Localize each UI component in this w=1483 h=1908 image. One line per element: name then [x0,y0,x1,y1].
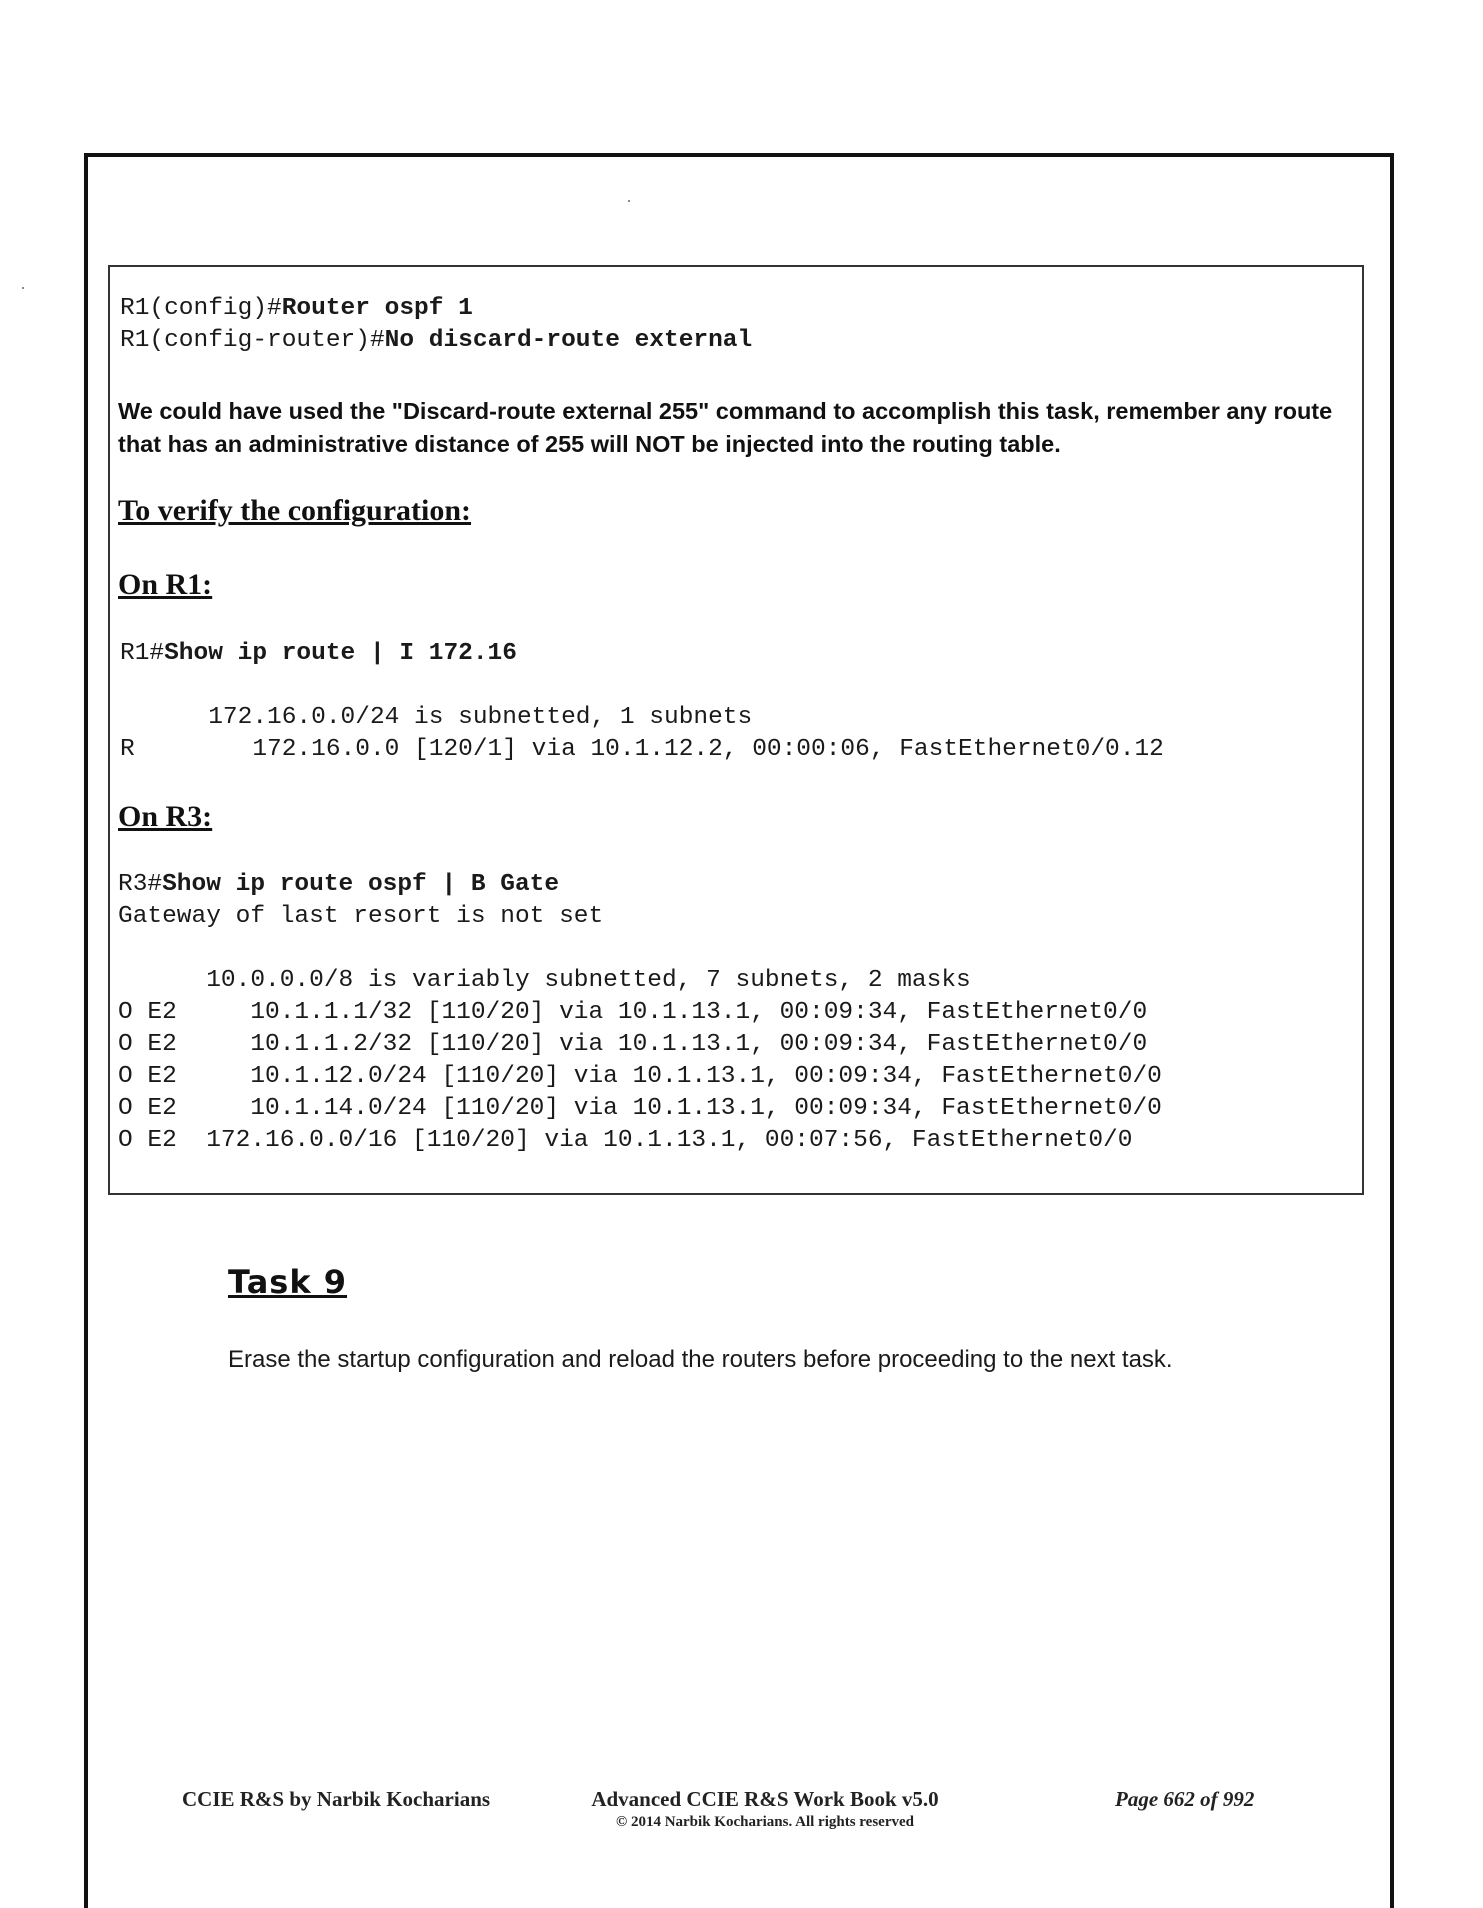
config-line-1-command: Router ospf 1 [281,295,473,322]
r1-output-line: R 172.16.0.0 [120/1] via 10.1.12.2, 00:00:06, FastEthernet0/0.12 [120,736,1164,763]
task-title: Task 9 [228,1263,348,1301]
verify-heading: To verify the configuration: [118,494,472,527]
explanation-note: We could have used the "Discard-route external 255" command to accomplish this task, remember any route that has an administrative distance of 255 will NOT be injected into the routing table. [118,398,1333,457]
r3-heading: On R3: [118,800,213,833]
config-line-2-prompt: R1(config-router)# [120,327,385,354]
r3-output-line: Gateway of last resort is not set [118,903,604,930]
r1-command: Show ip route | I 172.16 [164,640,517,667]
scan-speck [628,200,630,202]
r3-output-line: O E2 10.1.1.2/32 [110/20] via 10.1.13.1, 00:09:34, FastEthernet0/0 [118,1031,1148,1058]
r3-output-line: O E2 10.1.12.0/24 [110/20] via 10.1.13.1, 00:09:34, FastEthernet0/0 [118,1063,1162,1090]
r3-output-line: 10.0.0.0/8 is variably subnetted, 7 subnets, 2 masks [118,967,971,994]
config-line-2-command: No discard-route external [384,327,753,354]
config-line-1 [120,293,473,325]
footer-copyright: © 2014 Narbik Kocharians. All rights reserved [615,1814,914,1830]
config-line-1-prompt: R1(config)# [120,295,282,322]
r3-output-line: O E2 10.1.14.0/24 [110/20] via 10.1.13.1, 00:09:34, FastEthernet0/0 [118,1095,1162,1122]
r3-prompt: R3# [118,871,163,898]
scan-speck [22,287,24,289]
r1-prompt: R1# [120,640,165,667]
r3-output-line: O E2 10.1.1.1/32 [110/20] via 10.1.13.1, 00:09:34, FastEthernet0/0 [118,999,1148,1026]
footer-book [555,1787,975,1831]
r1-output-line: 172.16.0.0/24 is subnetted, 1 subnets [120,704,753,731]
footer-page-number: Page 662 of 992 [1115,1787,1255,1811]
r3-output-line: O E2 172.16.0.0/16 [110/20] via 10.1.13.1, 00:07:56, FastEthernet0/0 [118,1127,1133,1154]
task-body: Erase the startup configuration and reload the routers before proceeding to the next task. [228,1346,1173,1373]
r1-heading: On R1: [118,568,213,601]
r3-command-line [118,869,559,901]
footer-author: CCIE R&S by Narbik Kocharians [182,1787,491,1811]
r3-command: Show ip route ospf | B Gate [162,871,560,898]
footer-book-title: Advanced CCIE R&S Work Book v5.0 [591,1787,939,1811]
r1-command-line [120,638,517,670]
config-line-2 [120,325,752,357]
